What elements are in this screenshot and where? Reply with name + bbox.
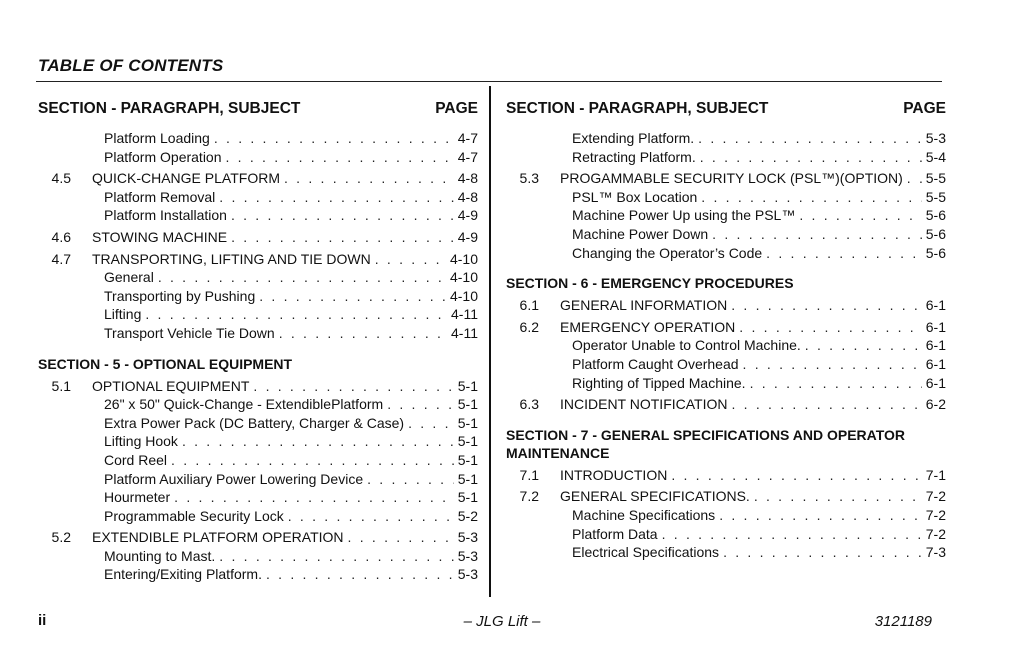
toc-entry-page: 5-6 [925,244,946,261]
dot-leader [158,268,446,287]
toc-entry[interactable] [38,377,478,396]
toc-entry-label: Electrical Specifications [572,544,720,561]
toc-entry-page: 6-1 [925,374,946,391]
toc-entry-page: 4-7 [457,148,478,165]
toc-entry[interactable] [38,148,478,167]
toc-entry-label: Cord Reel [104,451,168,468]
toc-entry-page: 6-1 [925,355,946,372]
section-heading: SECTION - 6 - EMERGENCY PROCEDURES [506,275,794,292]
toc-entry[interactable] [506,355,946,374]
dot-leader [266,565,454,584]
toc-entry-number: 5.3 [519,170,539,187]
toc-entry[interactable] [38,324,478,343]
toc-entry[interactable] [38,395,478,414]
toc-entry-label: Platform Data [572,525,658,542]
toc-entry[interactable] [506,525,946,544]
toc-entry-label: OPTIONAL EQUIPMENT [92,377,250,394]
toc-entry-label: Retracting Platform. [572,148,696,165]
page-title: TABLE OF CONTENTS [38,56,224,75]
toc-entry-page: 4-10 [449,269,478,286]
toc-entry-page: 5-5 [925,170,946,187]
toc-entry-label: PROGAMMABLE SECURITY LOCK (PSL™)(OPTION) [560,170,903,187]
dot-leader [259,287,446,306]
dot-leader [231,228,454,247]
toc-entry-label: Mounting to Mast. [104,547,216,564]
toc-entry-label: Platform Auxiliary Power Lowering Device [104,470,364,487]
toc-entry-page: 7-2 [925,506,946,523]
toc-entry-page: 6-2 [925,396,946,413]
section-gap [38,343,478,355]
dot-leader [723,543,922,562]
toc-column-left [38,98,478,584]
toc-entry[interactable] [506,374,946,393]
toc-entry-page: 5-1 [457,451,478,468]
dot-leader [719,506,922,525]
toc-entry[interactable] [38,268,478,287]
toc-entry-page: 4-7 [457,130,478,146]
toc-entry-number: 4.5 [51,170,71,187]
toc-entry-page: 4-10 [449,250,478,267]
toc-entry-number: 7.2 [519,488,539,505]
toc-entry-page: 5-3 [457,547,478,564]
toc-entry[interactable] [38,228,478,247]
toc-entry[interactable] [38,287,478,306]
toc-entry[interactable] [506,244,946,263]
toc-entry-label: GENERAL SPECIFICATIONS. [560,488,750,505]
toc-entry-page: 5-3 [925,130,946,146]
column-header-page: PAGE [435,100,478,117]
dot-leader [253,377,453,396]
toc-entry[interactable] [506,395,946,414]
toc-entry[interactable] [506,169,946,188]
dot-leader [171,451,454,470]
toc-entry-label: EXTENDIBLE PLATFORM OPERATION [92,529,344,546]
dot-leader [284,169,454,188]
toc-entry-number: 6.1 [519,297,539,314]
dot-leader [750,374,922,393]
toc-entry-label: General [104,269,154,286]
dot-leader [174,488,454,507]
toc-entry-label: Lifting [104,306,142,323]
column-header-page: PAGE [903,100,946,117]
toc-entry[interactable] [506,188,946,207]
toc-entry-number: 6.2 [519,318,539,335]
dot-leader [219,547,453,566]
dot-leader [701,188,921,207]
toc-entry-label: Transporting by Pushing [104,287,256,304]
toc-entry-page: 5-1 [457,470,478,487]
title-rule [36,81,942,82]
column-divider [489,86,491,597]
dot-leader [731,296,922,315]
section-gap [506,414,946,426]
section-heading: SECTION - 5 - OPTIONAL EQUIPMENT [38,355,293,372]
section-heading: SECTION - 7 - GENERAL SPECIFICATIONS AND OPERATOR MAINTENANCE [506,426,906,461]
toc-entry-page: 6-1 [925,337,946,354]
dot-leader [754,487,922,506]
toc-entry[interactable] [38,169,478,188]
dot-leader [226,148,454,167]
toc-entry-page: 5-1 [457,414,478,431]
toc-entry[interactable] [506,336,946,355]
toc-entry-page: 5-3 [457,529,478,546]
toc-entry[interactable] [506,466,946,485]
toc-entry[interactable] [506,296,946,315]
toc-entry-label: Extra Power Pack (DC Battery, Charger & Case) [104,414,405,431]
toc-entry[interactable] [38,565,478,584]
dot-leader [182,432,454,451]
toc-entry-label: Platform Operation [104,148,222,165]
toc-entries-right [506,129,946,562]
toc-entry-label: EMERGENCY OPERATION [560,318,736,335]
toc-entry-number: 7.1 [519,466,539,483]
toc-entry-page: 5-3 [457,566,478,583]
toc-entry-label: Platform Removal [104,188,216,205]
toc-entry[interactable] [38,528,478,547]
toc-entry-page: 5-6 [925,225,946,242]
toc-entry[interactable] [38,547,478,566]
toc-entry[interactable] [38,414,478,433]
dot-leader [214,129,454,148]
dot-leader [739,318,921,337]
toc-entry[interactable] [38,305,478,324]
toc-entry-page: 4-11 [451,324,478,341]
toc-entry-label: Machine Power Down [572,225,709,242]
dot-leader [743,355,922,374]
dot-leader [731,395,921,414]
toc-entry-page: 5-1 [457,396,478,413]
toc-entry-label: Hourmeter [104,489,171,506]
toc-entry[interactable] [506,487,946,506]
toc-entry[interactable] [506,543,946,562]
dot-leader [145,305,447,324]
dot-leader [367,470,454,489]
toc-entry-label: TRANSPORTING, LIFTING AND TIE DOWN [92,250,371,267]
toc-entry-label: Transport Vehicle Tie Down [104,324,275,341]
toc-entry-page: 5-1 [457,433,478,450]
toc-entry-number: 6.3 [519,396,539,413]
toc-entry[interactable] [506,129,946,148]
toc-entry-page: 7-3 [925,544,946,561]
toc-entry[interactable] [506,206,946,225]
toc-entry-page: 5-4 [925,148,946,165]
column-header-subject: SECTION - PARAGRAPH, SUBJECT [506,100,769,117]
toc-entry-page: 5-6 [925,207,946,224]
toc-column-right [506,98,946,562]
toc-entry-page: 4-8 [457,170,478,187]
toc-entry-label: GENERAL INFORMATION [560,297,728,314]
dot-leader [288,507,454,526]
toc-entry-label: STOWING MACHINE [92,228,228,245]
toc-entry[interactable] [38,451,478,470]
dot-leader [712,225,922,244]
toc-entry-page: 5-1 [457,489,478,506]
toc-entry-page: 4-9 [457,207,478,224]
column-header-left [38,98,478,120]
dot-leader [279,324,447,343]
toc-entry-page: 7-1 [925,466,946,483]
toc-entry-page: 6-1 [925,318,946,335]
toc-entry-number: 5.2 [51,529,71,546]
dot-leader [408,414,454,433]
toc-entry-label: Entering/Exiting Platform. [104,566,262,583]
footer-page-number: ii [38,612,47,629]
toc-entry[interactable] [506,506,946,525]
toc-entry[interactable] [506,318,946,337]
toc-entry-page: 5-1 [457,377,478,394]
footer-publisher: – JLG Lift – [463,613,541,630]
toc-entry[interactable] [506,148,946,167]
dot-leader [375,250,446,269]
toc-entry-label: INTRODUCTION [560,466,668,483]
toc-entry[interactable] [38,250,478,269]
toc-entry[interactable] [38,188,478,207]
toc-entry-label: 26" x 50" Quick-Change - ExtendiblePlatform [104,396,384,413]
dot-leader [907,169,922,188]
toc-entry-label: QUICK-CHANGE PLATFORM [92,170,280,187]
toc-entry-page: 5-2 [457,507,478,524]
toc-entry[interactable] [38,206,478,225]
toc-entry-label: Righting of Tipped Machine. [572,374,746,391]
toc-entry-label: Programmable Security Lock [104,507,284,524]
toc-entry-page: 4-10 [449,287,478,304]
column-header-right [506,98,946,120]
dot-leader [219,188,454,207]
toc-entry-label: Platform Loading [104,130,210,146]
dot-leader [671,466,921,485]
toc-entry-label: Platform Installation [104,207,227,224]
column-header-subject: SECTION - PARAGRAPH, SUBJECT [38,100,301,117]
dot-leader [805,336,922,355]
toc-entry-label: Changing the Operator’s Code [572,244,763,261]
toc-entry[interactable] [38,507,478,526]
toc-entry-number: 5.1 [51,377,71,394]
dot-leader [799,206,921,225]
dot-leader [766,244,922,263]
toc-entry[interactable] [38,129,478,148]
dot-leader [662,525,922,544]
toc-entry-label: Lifting Hook [104,433,178,450]
dot-leader [387,395,454,414]
dot-leader [348,528,454,547]
dot-leader [231,206,454,225]
dot-leader [700,148,922,167]
toc-entry[interactable] [38,470,478,489]
toc-entry-page: 4-9 [457,228,478,245]
toc-entry-number: 4.7 [51,250,71,267]
toc-entry-label: Operator Unable to Control Machine. [572,337,801,354]
toc-entry[interactable] [506,225,946,244]
toc-entry-label: Machine Specifications [572,506,716,523]
toc-entry-page: 7-2 [925,488,946,505]
toc-entry-page: 7-2 [925,525,946,542]
toc-entry-label: PSL™ Box Location [572,188,698,205]
toc-entry[interactable] [38,432,478,451]
toc-entry-page: 4-11 [451,306,478,323]
toc-entry-number: 4.6 [51,228,71,245]
toc-entry-label: Machine Power Up using the PSL™ [572,207,796,224]
toc-entries-left [38,129,478,584]
section-gap [506,262,946,274]
toc-entry-page: 5-5 [925,188,946,205]
dot-leader [698,129,922,148]
toc-entry-label: INCIDENT NOTIFICATION [560,396,728,413]
toc-entry-label: Platform Caught Overhead [572,355,739,372]
toc-entry[interactable] [38,488,478,507]
toc-entry-page: 6-1 [925,297,946,314]
footer-document-number: 3121189 [874,613,932,630]
toc-entry-label: Extending Platform. [572,130,695,146]
toc-entry-page: 4-8 [457,188,478,205]
